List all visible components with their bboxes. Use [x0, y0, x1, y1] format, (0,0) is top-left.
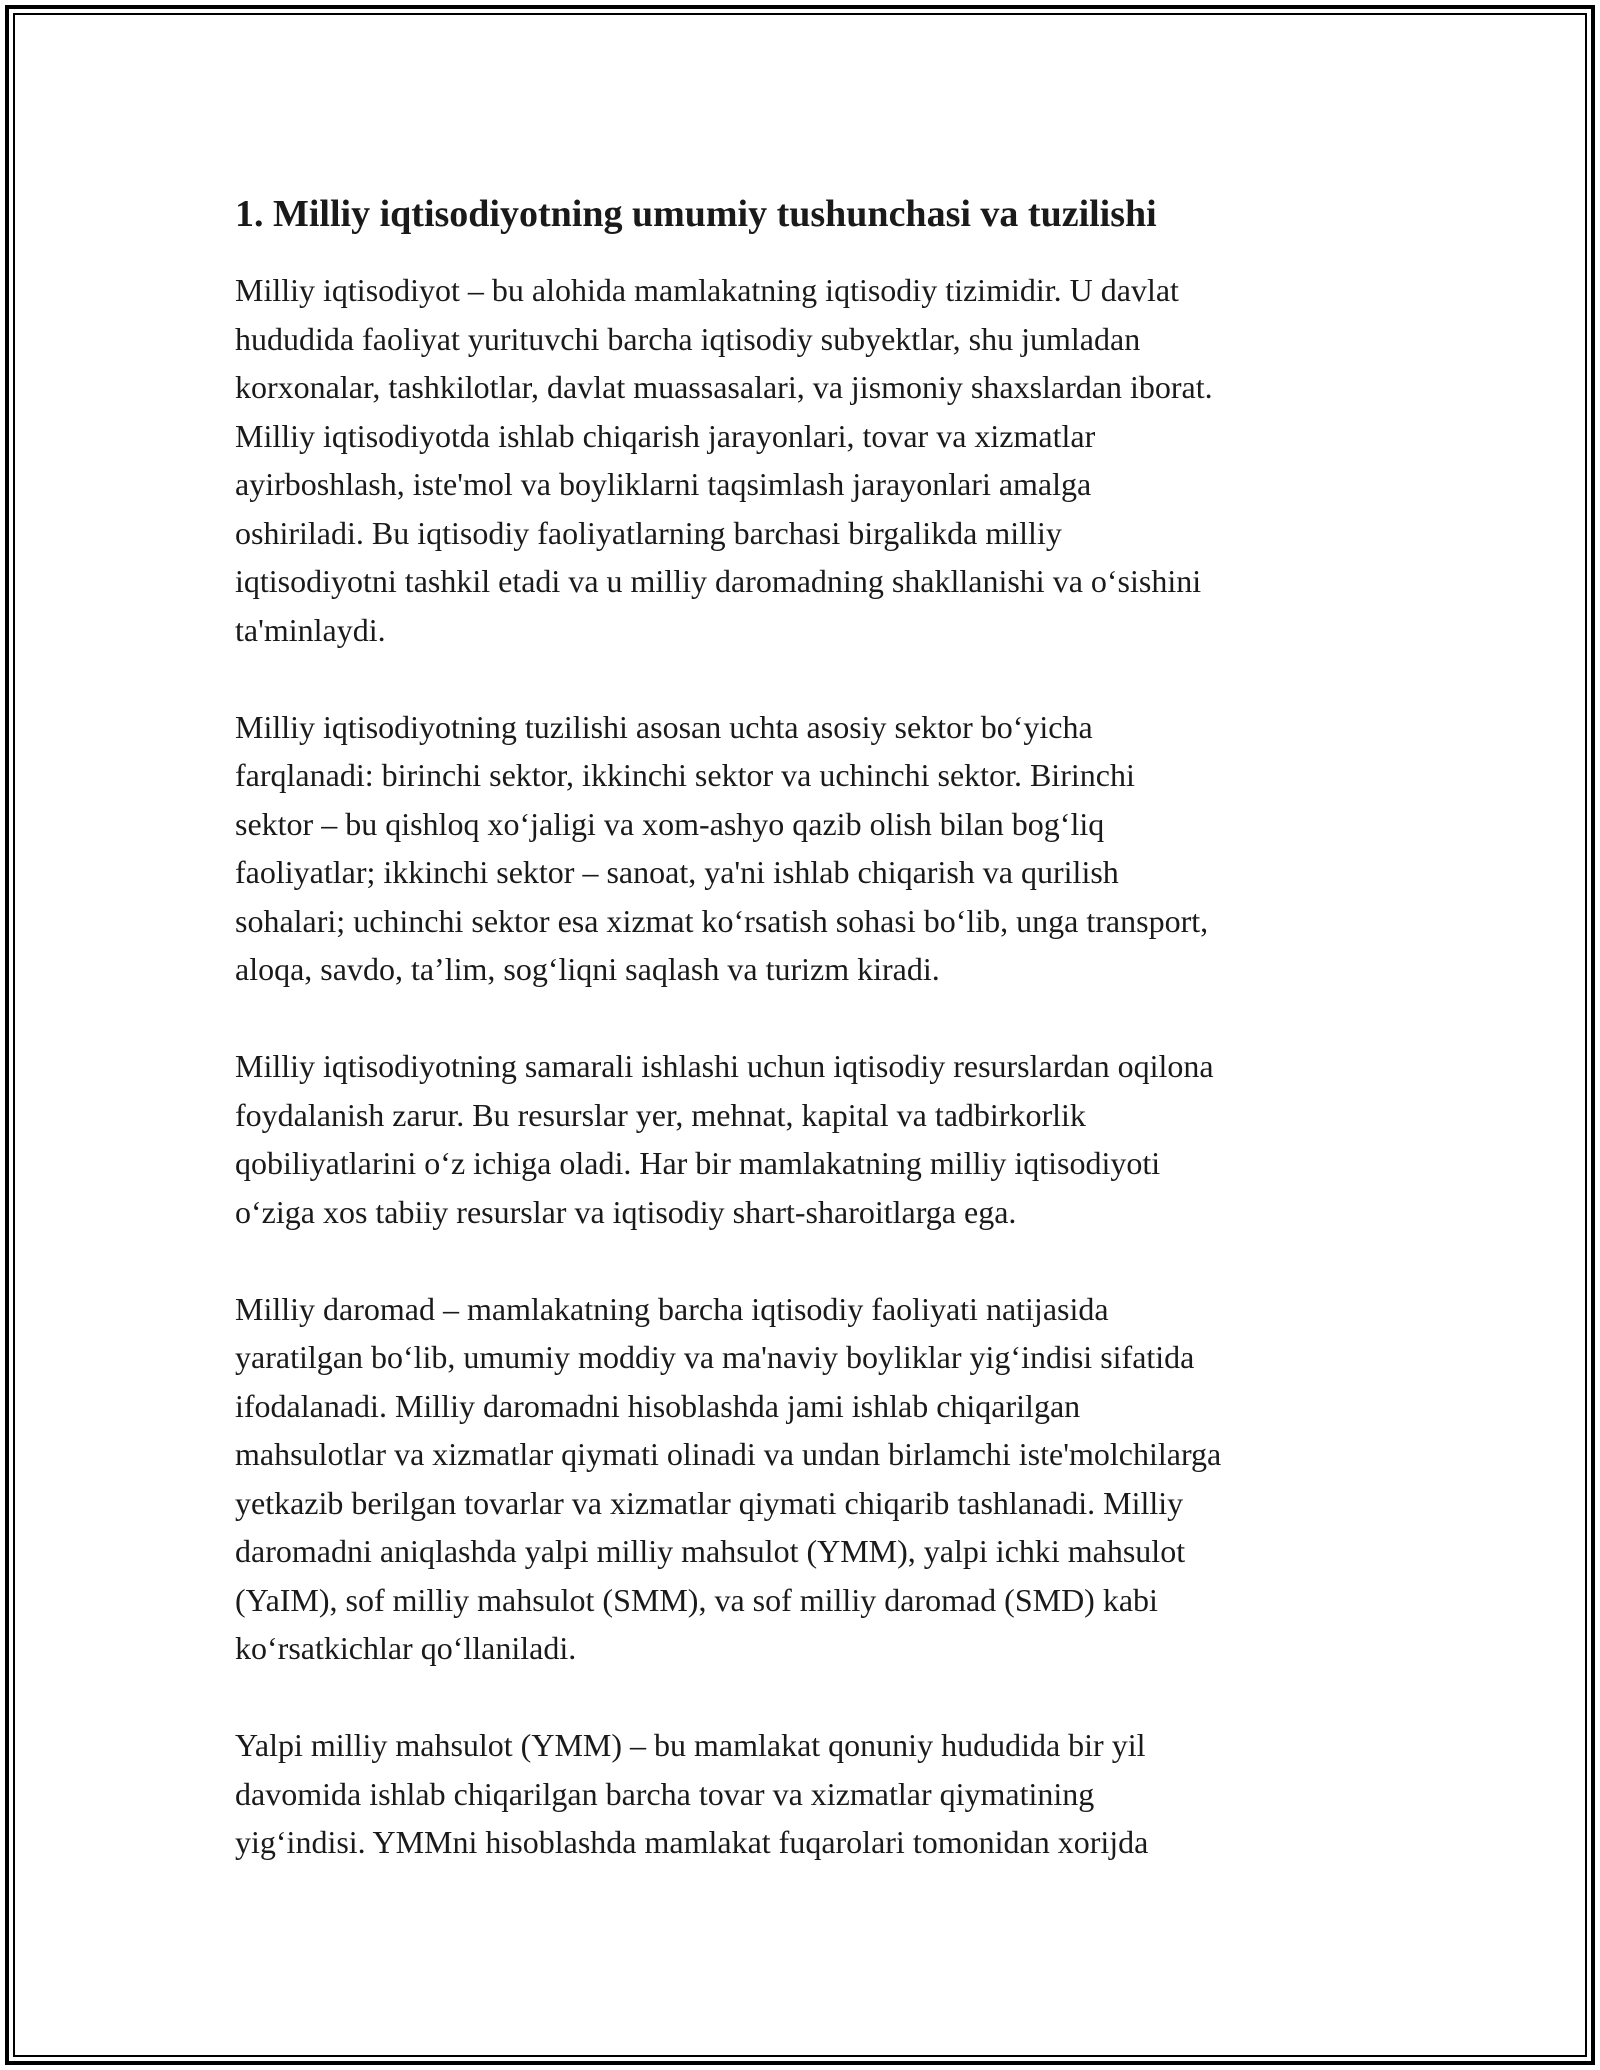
- section-heading: 1. Milliy iqtisodiyotning umumiy tushunchasi va tuzilishi: [235, 193, 1157, 235]
- paragraph-national-income: Milliy daromad – mamlakatning barcha iqtisodiy faoliyati natijasida yaratilgan boʻlib, umumiy moddiy va ma'naviy boyliklar yigʻindisi sifatida ifodalanadi. Milliy daromadni hisoblashda jami ishlab chiqarilgan mahsulotlar va xizmatlar qiymati olinadi va undan birlamchi iste'molchilarga yetkazib berilgan tovarlar va xizmatlar qiymati chiqarib tashlanadi. Milliy daromadni aniqlashda yalpi milliy mahsulot (YMM), yalpi ichki mahsulot (YaIM), sof milliy mahsulot (SMM), va sof milliy daromad (SMD) kabi koʻrsatkichlar qoʻllaniladi.: [235, 1290, 1222, 1666]
- paragraph-gnp: Yalpi milliy mahsulot (YMM) – bu mamlakat qonuniy hududida bir yil davomida ishlab chiqarilgan barcha tovar va xizmatlar qiymatining yigʻindisi. YMMni hisoblashda mamlakat fuqarolari tomonidan xorijda: [235, 1727, 1149, 1860]
- paragraph-resources: Milliy iqtisodiyotning samarali ishlashi uchun iqtisodiy resurslardan oqilona foydalanish zarur. Bu resurslar yer, mehnat, kapital va tadbirkorlik qobiliyatlarini oʻz ichiga oladi. Har bir mamlakatning milliy iqtisodiyoti oʻziga xos tabiiy resurslar va iqtisodiy shart-sharoitlarga ega.: [235, 1048, 1214, 1230]
- paragraph-structure: Milliy iqtisodiyotning tuzilishi asosan uchta asosiy sektor boʻyicha farqlanadi: birinchi sektor, ikkinchi sektor va uchinchi sektor. Birinchi sektor – bu qishloq xoʻjaligi va xom-ashyo qazib olish bilan bogʻliq faoliyatlar; ikkinchi sektor – sanoat, ya'ni ishlab chiqarish va qurilish sohalari; uchinchi sektor esa xizmat koʻrsatish sohasi boʻlib, unga transport, aloqa, savdo, ta’lim, sogʻliqni saqlash va turizm kiradi.: [235, 708, 1209, 987]
- paragraph-definition: Milliy iqtisodiyot – bu alohida mamlakatning iqtisodiy tizimidir. U davlat hududida faoliyat yurituvchi barcha iqtisodiy subyektlar, shu jumladan korxonalar, tashkilotlar, davlat muassasalari, va jismoniy shaxslardan iborat. Milliy iqtisodiyotda ishlab chiqarish jarayonlari, tovar va xizmatlar ayirboshlash, iste'mol va boyliklarni taqsimlash jarayonlari amalga oshiriladi. Bu iqtisodiy faoliyatlarning barchasi birgalikda milliy iqtisodiyotni tashkil etadi va u milliy daromadning shakllanishi va oʻsishini ta'minlaydi.: [235, 272, 1213, 648]
- document-body: [235, 188, 1385, 1915]
